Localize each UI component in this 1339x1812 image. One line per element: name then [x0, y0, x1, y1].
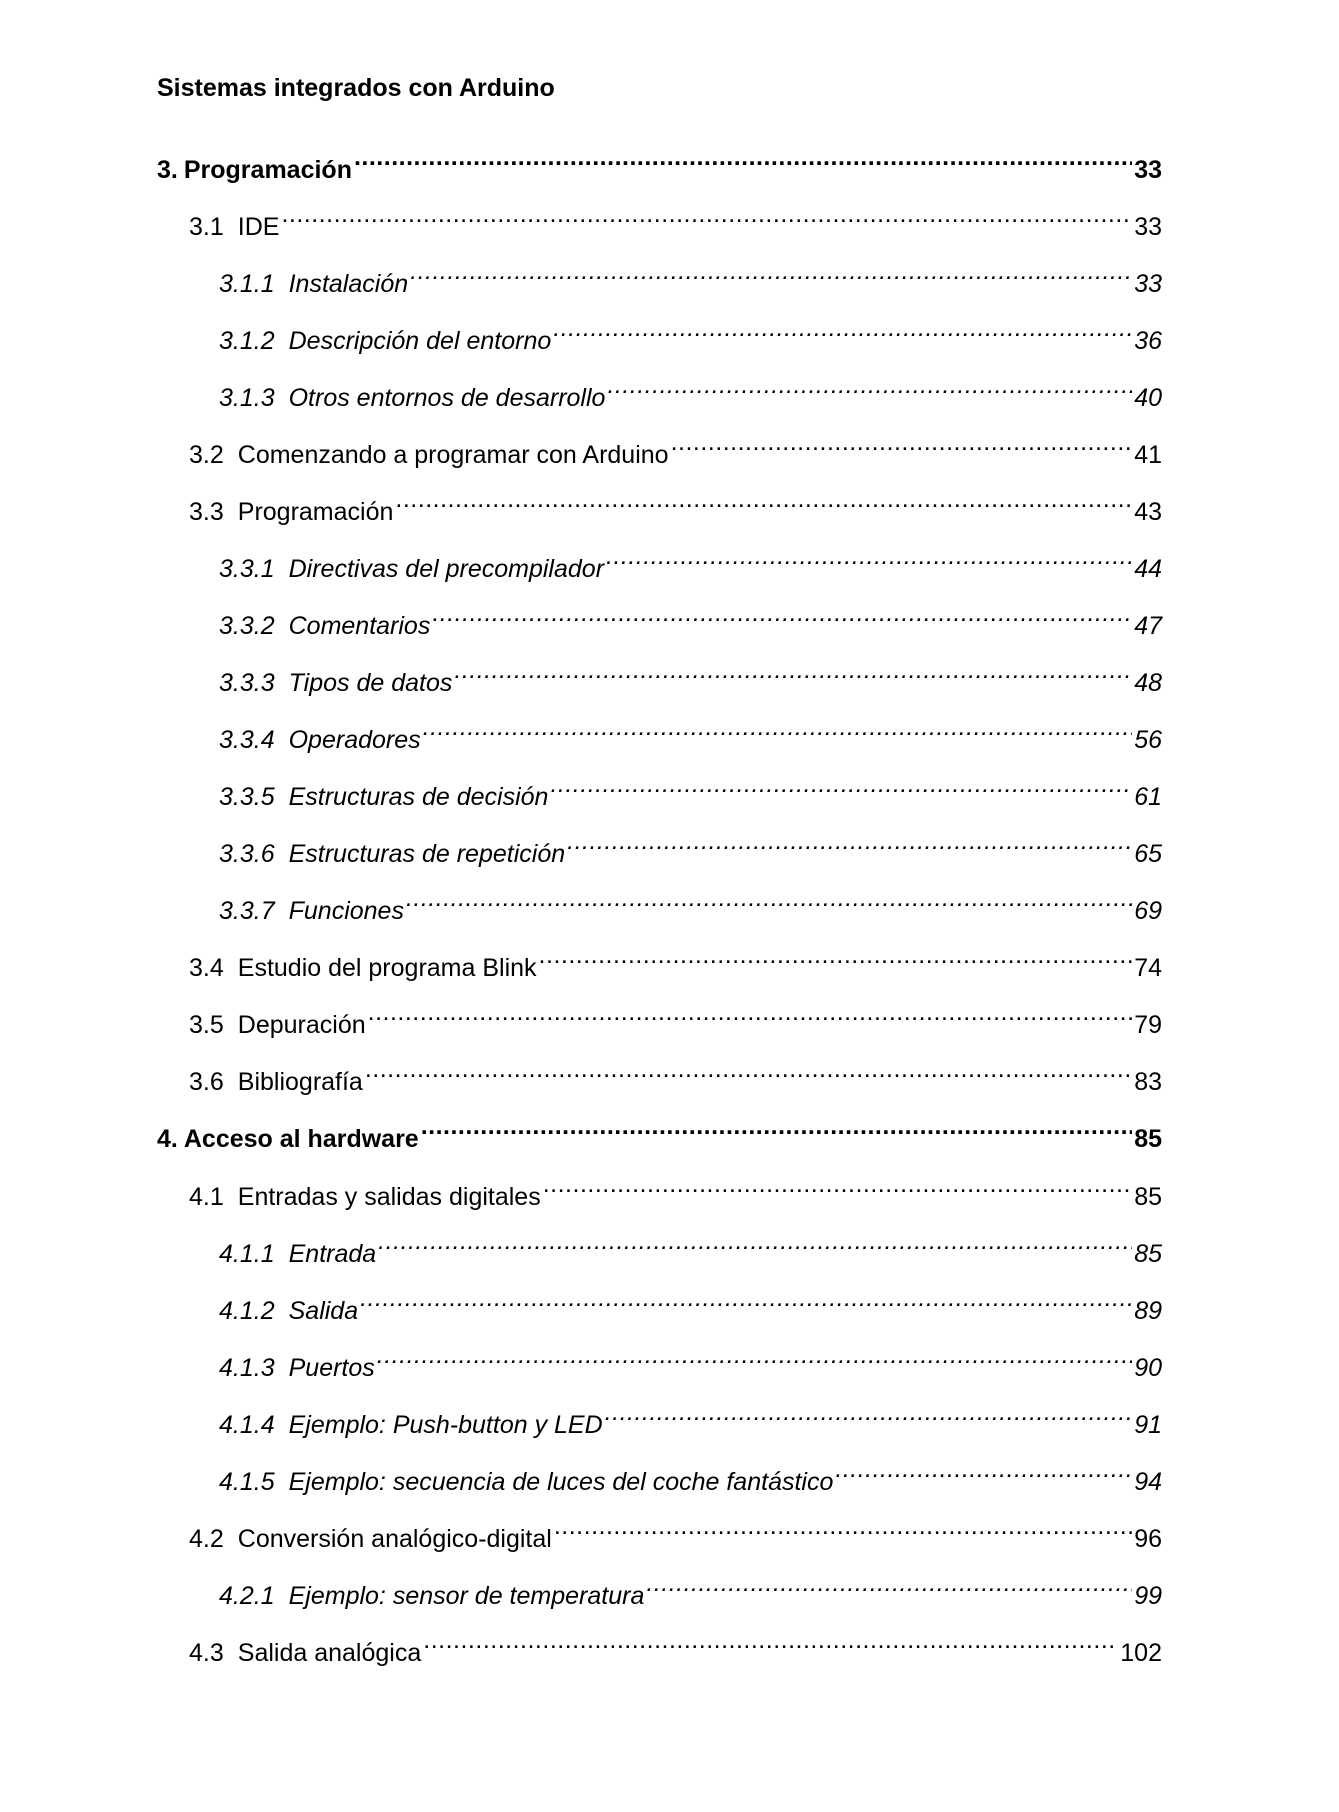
toc-entry-title: Conversión analógico-digital — [237, 1525, 552, 1553]
toc-entry-title: Directivas del precompilador — [288, 555, 605, 583]
dot-leader — [360, 1283, 1132, 1319]
dot-leader — [421, 1111, 1132, 1147]
dot-leader — [377, 1340, 1132, 1376]
toc-entry-number: 4.1 — [189, 1183, 224, 1211]
toc-entry-number: 3.3.6 — [219, 840, 275, 868]
toc-entry-title: Tipos de datos — [288, 669, 453, 697]
toc-entry[interactable] — [189, 997, 1162, 1043]
toc-entry[interactable] — [219, 1454, 1162, 1500]
toc-entry-page: 102 — [1120, 1639, 1162, 1667]
toc-entry-title: IDE — [237, 213, 280, 241]
toc-entry-number: 3.1 — [189, 213, 224, 241]
toc-entry-page: 91 — [1134, 1411, 1162, 1439]
toc-entry-title: Salida analógica — [237, 1639, 422, 1667]
toc-entry-page: 89 — [1134, 1297, 1162, 1325]
toc-entry[interactable] — [189, 427, 1162, 473]
dot-leader — [671, 427, 1133, 463]
toc-entry-title: Programación — [183, 156, 352, 184]
toc-entry-title: Puertos — [288, 1354, 375, 1382]
toc-entry-number: 3.6 — [189, 1068, 224, 1096]
toc-entry[interactable] — [189, 484, 1162, 530]
toc-entry-number: 3. — [157, 156, 178, 184]
toc-entry-page: 83 — [1134, 1068, 1162, 1096]
toc-entry-title: Comentarios — [288, 612, 431, 640]
toc-entry-number: 4.1.1 — [219, 1240, 275, 1268]
toc-entry-page: 99 — [1134, 1582, 1162, 1610]
toc-entry-title: Salida — [288, 1297, 359, 1325]
toc-entry[interactable] — [219, 1283, 1162, 1329]
dot-leader — [554, 1511, 1132, 1547]
toc-entry[interactable] — [219, 541, 1162, 587]
toc-entry-number: 4.1.4 — [219, 1411, 275, 1439]
toc-entry-title: Funciones — [288, 897, 404, 925]
toc-entry[interactable] — [189, 1511, 1162, 1557]
dot-leader — [281, 199, 1132, 235]
toc-entry-page: 90 — [1134, 1354, 1162, 1382]
toc-entry-page: 61 — [1134, 783, 1162, 811]
toc-entry-number: 3.3.1 — [219, 555, 275, 583]
toc-entry-number: 4. — [157, 1125, 178, 1153]
toc-entry-number: 4.1.2 — [219, 1297, 275, 1325]
toc-entry-number: 3.1.3 — [219, 384, 275, 412]
toc-entry[interactable] — [189, 940, 1162, 986]
toc-entry-title: Estructuras de decisión — [288, 783, 549, 811]
toc-entry[interactable] — [219, 883, 1162, 929]
toc-entry-number: 3.2 — [189, 441, 224, 469]
toc-entry-page: 41 — [1134, 441, 1162, 469]
toc-entry[interactable] — [219, 1397, 1162, 1443]
toc-entry-page: 85 — [1134, 1183, 1162, 1211]
toc-entry-number: 3.3.7 — [219, 897, 275, 925]
toc-entry-page: 85 — [1134, 1125, 1162, 1153]
dot-leader — [567, 826, 1132, 862]
toc-entry-title: Entrada — [288, 1240, 377, 1268]
toc-entry-page: 96 — [1134, 1525, 1162, 1553]
toc-entry-number: 4.2.1 — [219, 1582, 275, 1610]
toc-entry-number: 3.3.5 — [219, 783, 275, 811]
toc-entry-page: 33 — [1134, 156, 1162, 184]
toc-entry[interactable] — [219, 313, 1162, 359]
toc-entry[interactable] — [219, 712, 1162, 758]
toc-entry-number: 3.5 — [189, 1011, 224, 1039]
toc-entry-page: 79 — [1134, 1011, 1162, 1039]
dot-leader — [606, 541, 1132, 577]
dot-leader — [607, 370, 1132, 406]
toc-entry-number: 3.1.2 — [219, 327, 275, 355]
toc-entry-number: 4.1.3 — [219, 1354, 275, 1382]
toc-entry[interactable] — [219, 1226, 1162, 1272]
toc-entry[interactable] — [219, 1340, 1162, 1386]
dot-leader — [646, 1568, 1132, 1604]
toc-entry-number: 4.1.5 — [219, 1468, 275, 1496]
toc-entry[interactable] — [219, 655, 1162, 701]
toc-entry-page: 40 — [1134, 384, 1162, 412]
toc-entry-title: Otros entornos de desarrollo — [288, 384, 606, 412]
toc-entry-title: Estructuras de repetición — [288, 840, 566, 868]
toc-entry-page: 69 — [1134, 897, 1162, 925]
toc-entry-title: Acceso al hardware — [183, 1125, 419, 1153]
toc-entry-number: 3.3 — [189, 498, 224, 526]
toc-entry-page: 33 — [1134, 270, 1162, 298]
toc-entry-number: 4.3 — [189, 1639, 224, 1667]
toc-entry-title: Instalación — [288, 270, 409, 298]
toc-entry-title: Estudio del programa Blink — [237, 954, 537, 982]
toc-entry-page: 74 — [1134, 954, 1162, 982]
toc-entry-title: Comenzando a programar con Arduino — [237, 441, 669, 469]
dot-leader — [395, 484, 1132, 520]
toc-entry[interactable] — [219, 826, 1162, 872]
toc-entry-title: Ejemplo: Push-button y LED — [288, 1411, 603, 1439]
toc-entry-number: 3.4 — [189, 954, 224, 982]
dot-leader — [423, 1625, 1118, 1661]
dot-leader — [368, 997, 1133, 1033]
dot-leader — [553, 313, 1132, 349]
toc-entry-page: 56 — [1134, 726, 1162, 754]
toc-entry-page: 47 — [1134, 612, 1162, 640]
toc-entry[interactable] — [189, 1054, 1162, 1100]
toc-entry-title: Descripción del entorno — [288, 327, 552, 355]
toc-entry-number: 3.3.3 — [219, 669, 275, 697]
toc-entry-page: 36 — [1134, 327, 1162, 355]
toc-entry-title: Programación — [237, 498, 394, 526]
dot-leader — [354, 142, 1132, 178]
toc-entry-page: 94 — [1134, 1468, 1162, 1496]
toc-entry[interactable] — [189, 1625, 1162, 1671]
toc-entry-page: 33 — [1134, 213, 1162, 241]
toc-entry-title: Ejemplo: secuencia de luces del coche fantástico — [288, 1468, 834, 1496]
dot-leader — [423, 712, 1133, 748]
toc-entry-title: Entradas y salidas digitales — [237, 1183, 541, 1211]
dot-leader — [378, 1226, 1132, 1262]
toc-entry-number: 3.3.2 — [219, 612, 275, 640]
toc-entry[interactable] — [189, 1169, 1162, 1215]
toc-entry-page: 65 — [1134, 840, 1162, 868]
toc-entry[interactable] — [157, 142, 1162, 188]
dot-leader — [835, 1454, 1132, 1490]
toc-entry-title: Operadores — [288, 726, 421, 754]
toc-entry[interactable] — [219, 1568, 1162, 1614]
toc-entry-number: 3.1.1 — [219, 270, 275, 298]
dot-leader — [539, 940, 1133, 976]
dot-leader — [410, 256, 1132, 292]
toc-entry-number: 3.3.4 — [219, 726, 275, 754]
toc-entry-title: Depuración — [237, 1011, 366, 1039]
toc-entry[interactable] — [157, 1111, 1162, 1157]
toc-entry[interactable] — [219, 769, 1162, 815]
dot-leader — [432, 598, 1132, 634]
toc-entry[interactable] — [189, 199, 1162, 245]
dot-leader — [365, 1054, 1132, 1090]
page-header-title: Sistemas integrados con Arduino — [157, 74, 555, 102]
toc-entry-number: 4.2 — [189, 1525, 224, 1553]
toc-entry[interactable] — [219, 370, 1162, 416]
toc-entry-title: Bibliografía — [237, 1068, 363, 1096]
toc-entry-title: Ejemplo: sensor de temperatura — [288, 1582, 645, 1610]
toc-entry-page: 44 — [1134, 555, 1162, 583]
dot-leader — [550, 769, 1132, 805]
dot-leader — [406, 883, 1132, 919]
toc-entry-page: 43 — [1134, 498, 1162, 526]
dot-leader — [543, 1169, 1132, 1205]
toc-entry[interactable] — [219, 598, 1162, 644]
dot-leader — [454, 655, 1132, 691]
dot-leader — [605, 1397, 1133, 1433]
toc-entry[interactable] — [219, 256, 1162, 302]
toc-entry-page: 85 — [1134, 1240, 1162, 1268]
toc-entry-page: 48 — [1134, 669, 1162, 697]
